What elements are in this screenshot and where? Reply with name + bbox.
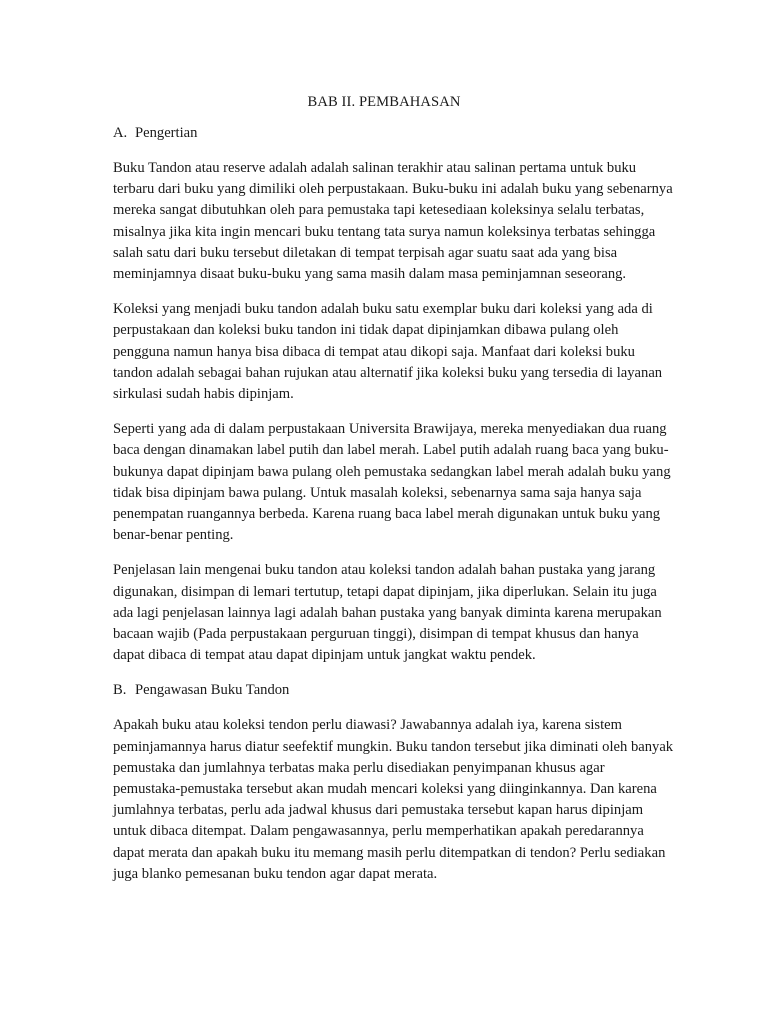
section-pengawasan-buku-tandon	[113, 680, 674, 885]
paragraph: Apakah buku atau koleksi tendon perlu diawasi? Jawabannya adalah iya, karena sistem peminjamannya harus diatur seefektif mungkin. Buku tandon tersebut jika diminati oleh banyak pemustaka dan jumlahnya terbatas maka perlu disediakan penyimpanan khusus agar pemustaka-pemustaka tersebut akan mudah mencari koleksi yang diinginkannya. Dan karena jumlahnya terbatas, perlu ada jadwal khusus dari pemustaka tersebut kapan harus dipinjam untuk dibaca ditempat. Dalam pengawasannya, perlu memperhatikan apakah peredarannya dapat merata dan apakah buku itu memang masih perlu ditempatkan di tendon? Perlu sediakan juga blanko pemesanan buku tendon agar dapat merata.	[113, 717, 674, 882]
chapter-title: BAB II. PEMBAHASAN	[307, 94, 461, 110]
section-heading	[113, 680, 674, 701]
paragraph: Seperti yang ada di dalam perpustakaan Universita Brawijaya, mereka menyediakan dua ruang baca dengan dinamakan label putih dan label merah. Label putih adalah ruang baca yang buku-bukunya dapat dipinjam bawa pulang oleh pemustaka sedangkan label merah adalah buku yang tidak bisa dipinjam bawa pulang. Untuk masalah koleksi, sebenarnya sama saja hanya saja penempatan ruangannya berbeda. Karena ruang baca label merah digunakan untuk buku yang benar-benar penting.	[113, 421, 671, 544]
section-title: Pengawasan Buku Tandon	[135, 682, 290, 699]
document-body	[113, 123, 674, 899]
section-letter: B.	[113, 682, 127, 699]
section-letter: A.	[113, 125, 128, 141]
paragraph: Koleksi yang menjadi buku tandon adalah buku satu exemplar buku dari koleksi yang ada di perpustakaan dan koleksi buku tandon ini tidak dapat dipinjamkan dibawa pulang oleh pengguna namun hanya bisa dibaca di tempat atau dikopi saja. Manfaat dari koleksi buku tandon adalah sebagai bahan rujukan atau alternatif jika koleksi buku yang tersedia di layanan sirkulasi sudah habis dipinjam.	[113, 301, 663, 403]
section-heading	[113, 123, 674, 144]
section-title: Pengertian	[135, 125, 198, 141]
paragraph: Buku Tandon atau reserve adalah adalah salinan terakhir atau salinan pertama untuk buku terbaru dari buku yang dimiliki oleh perpustakaan. Buku-buku ini adalah buku yang sebenarnya mereka sangat dibutuhkan oleh para pemustaka tapi ketesediaan koleksinya selalu terbatas, misalnya jika kita ingin mencari buku tentang tata surya namun koleksinya terbatas sehingga salah satu dari buku tersebut diletakan di tempat terpisah agar suatu saat ada yang bisa meminjamnya disaat buku-buku yang sama masih dalam masa peminjamnan seseorang.	[113, 160, 673, 283]
section-pengertian	[113, 123, 674, 666]
paragraph: Penjelasan lain mengenai buku tandon atau koleksi tandon adalah bahan pustaka yang jarang digunakan, disimpan di lemari tertutup, tetapi dapat dipinjam, jika diperlukan. Selain itu juga ada lagi penjelasan lainnya lagi adalah bahan pustaka yang banyak diminta karena merupakan bacaan wajib (Pada perpustakaan perguruan tinggi), disimpan di tempat khusus dan hanya dapat dibaca di tempat atau dapat dipinjam untuk jangkat waktu pendek.	[113, 562, 662, 664]
